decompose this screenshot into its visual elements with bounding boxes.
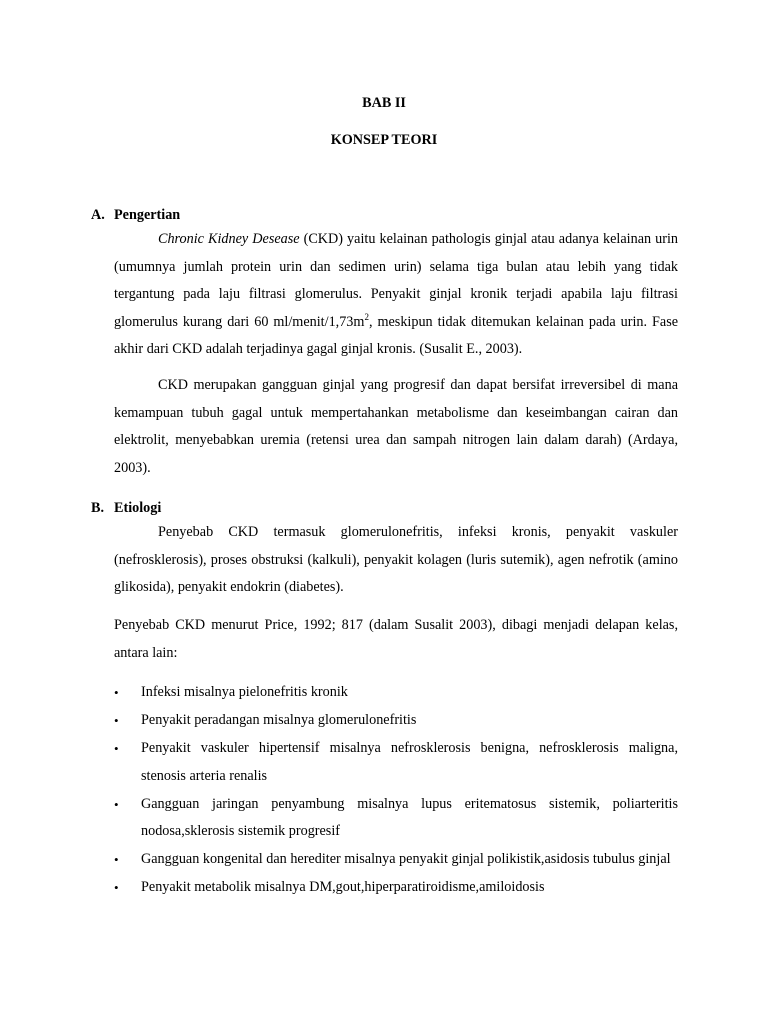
list-item: • Penyakit vaskuler hipertensif misalnya nefrosklerosis benigna, nefrosklerosis maligna, stenosis arteria renalis <box>114 735 678 790</box>
list-item: • Infeksi misalnya pielonefritis kronik <box>114 679 678 707</box>
section-b-title: Etiologi <box>114 500 162 516</box>
bullet-icon: • <box>114 685 119 700</box>
list-item: • Penyakit metabolik misalnya DM,gout,hiperparatiroidisme,amiloidosis <box>114 874 678 902</box>
paragraph-1-text-a: (CKD) yaitu kelainan pathologis ginjal atau adanya kelainan urin (umumnya jumlah protein urin dan sedimen urin) selama tiga bulan atau lebih yang tidak tergantung pada laju filtrasi glomerulus. Penyakit ginjal kronik terjadi apabila laju filtrasi glomerulus kurang dari 60 ml/menit/1,73m <box>114 231 678 330</box>
section-a-title: Pengertian <box>114 207 181 223</box>
section-b-paragraph-1: Penyebab CKD termasuk glomerulonefritis, infeksi kronis, penyakit vaskuler (nefrosklerosis), proses obstruksi (kalkuli), penyakit kolagen (luris sutemik), agen nefrotik (amino glikosida), penyakit endokrin (diabetes). <box>114 524 678 595</box>
paragraph-1-text-b: , meskipun tidak ditemukan kelainan pada urin. Fase akhir dari CKD adalah terjadinya gagal ginjal kronis. (Susalit E., 2003). <box>114 313 679 357</box>
section-b-paragraph-2: Penyebab CKD menurut Price, 1992; 817 (dalam Susalit 2003), dibagi menjadi delapan kelas, antara lain: <box>114 617 678 661</box>
list-item: • Gangguan kongenital dan herediter misalnya penyakit ginjal polikistik,asidosis tubulus ginjal <box>114 846 678 874</box>
chapter-label: BAB II <box>362 95 406 111</box>
list-item: • Gangguan jaringan penyambung misalnya lupus eritematosus sistemik, poliarteritis nodosa,sklerosis sistemik progresif <box>114 791 678 846</box>
section-a-label: A. <box>91 207 105 223</box>
section-b-heading <box>91 498 161 518</box>
section-a-heading <box>91 205 180 225</box>
list-item: • Penyakit peradangan misalnya glomerulonefritis <box>114 707 678 735</box>
section-a-paragraph-1 <box>114 226 678 364</box>
bullet-icon: • <box>114 741 119 756</box>
superscript-2: 2 <box>364 311 369 322</box>
page-title: KONSEP TEORI <box>330 132 438 148</box>
section-a-paragraph-2: CKD merupakan gangguan ginjal yang progresif dan dapat bersifat irreversibel di mana kemampuan tubuh gagal untuk mempertahankan metabolisme dan keseimbangan cairan dan elektrolit, menyebabkan uremia (retensi urea dan sampah nitrogen lain dalam darah) (Ardaya, 2003). <box>114 377 678 476</box>
bullet-icon: • <box>114 880 119 895</box>
bullet-icon: • <box>114 713 119 728</box>
cause-list <box>114 679 678 902</box>
term-ckd: Chronic Kidney Desease <box>158 231 300 247</box>
section-b-label: B. <box>91 500 105 516</box>
bullet-icon: • <box>114 852 119 867</box>
bullet-icon: • <box>114 796 119 812</box>
